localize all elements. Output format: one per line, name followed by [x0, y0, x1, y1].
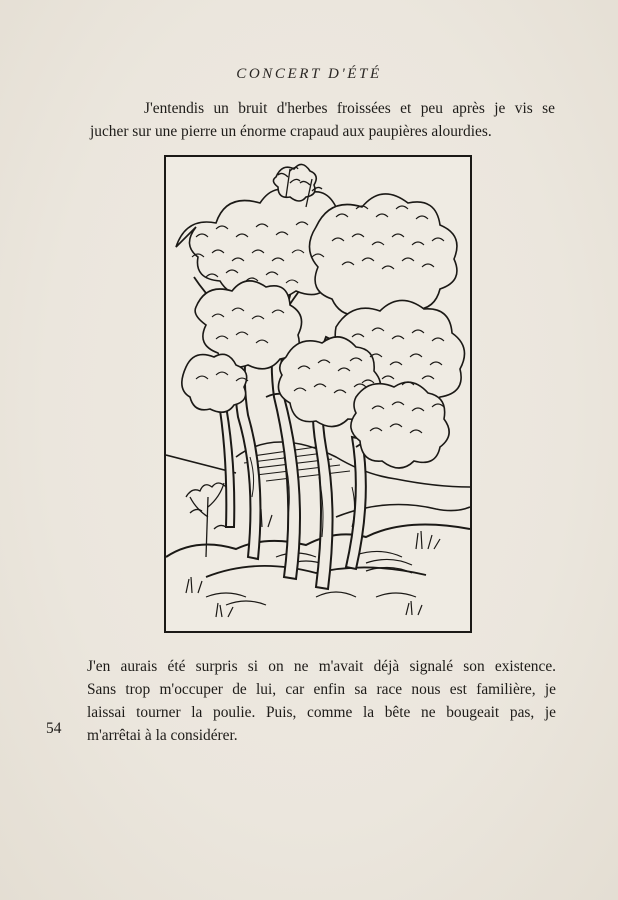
woodcut-trees-drawing: [166, 157, 470, 631]
bottom-paragraph: [87, 655, 556, 747]
woodcut-illustration: [164, 155, 472, 633]
running-head: CONCERT D'ÉTÉ: [236, 66, 382, 82]
page-number: 54: [46, 720, 62, 737]
paragraph-line: J'en aurais été surpris si on ne m'avait déjà signalé son existence.: [87, 658, 556, 675]
top-paragraph: [90, 97, 555, 143]
paragraph-line: laissai tourner la poulie. Puis, comme la bête ne bougeait pas, je: [87, 704, 556, 721]
paragraph-line: Sans trop m'occuper de lui, car enfin sa race nous est familière, je: [87, 681, 556, 698]
paragraph-line: jucher sur une pierre un énorme crapaud aux paupières alourdies.: [90, 123, 492, 140]
paragraph-line: J'entendis un bruit d'herbes froissées et peu après je vis se: [144, 100, 555, 117]
paragraph-line: m'arrêtai à la considérer.: [87, 727, 238, 744]
